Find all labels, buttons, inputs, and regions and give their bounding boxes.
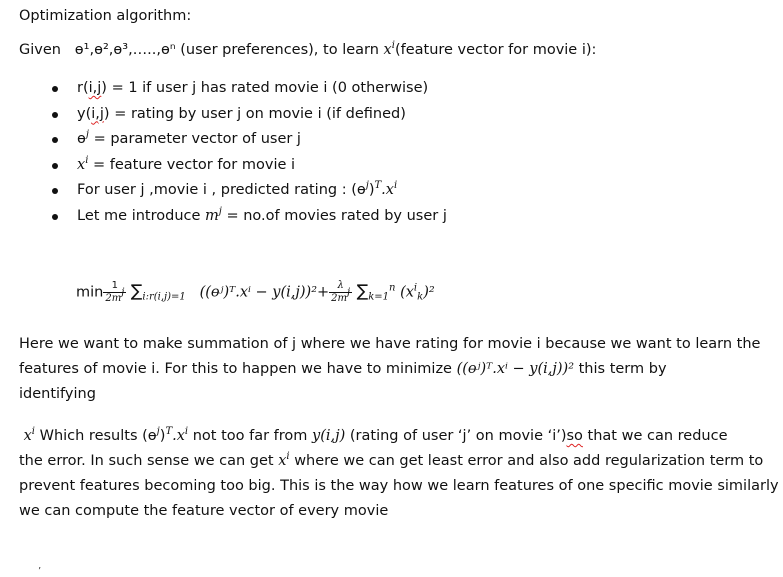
paragraph-text: Which results (ɵ bbox=[35, 428, 157, 444]
list-item bbox=[19, 102, 774, 128]
paragraph-text: features of movie i. For this to happen we have to minimize bbox=[19, 361, 457, 377]
given-x-sup: i bbox=[391, 40, 395, 51]
paragraph-text: (rating of user ‘j’ on movie ‘i’) bbox=[345, 428, 567, 444]
bullet-text: r( bbox=[77, 80, 89, 96]
formula-fraction-1 bbox=[103, 280, 126, 305]
list-item bbox=[19, 76, 774, 102]
paragraph-text: ) bbox=[159, 428, 166, 444]
given-suffix: (feature vector for movie i): bbox=[394, 42, 597, 58]
given-x: x bbox=[383, 42, 392, 58]
formula-fraction-2 bbox=[329, 280, 352, 305]
definition-list bbox=[19, 76, 774, 229]
bullet-text: For user j ,movie i , predicted rating : (ɵ bbox=[77, 182, 366, 198]
given-prefix: Given bbox=[19, 42, 61, 58]
paragraph-line: we can compute the feature vector of every movie bbox=[19, 503, 389, 519]
summation-subscript: k=1 bbox=[368, 291, 390, 303]
formula-min: min bbox=[76, 284, 104, 301]
spellcheck-mark: i,j bbox=[88, 80, 102, 96]
bullet-text: = feature vector for movie i bbox=[88, 156, 296, 173]
spellcheck-mark: i,j bbox=[91, 105, 104, 122]
fraction-numerator: 1 bbox=[103, 280, 126, 293]
paragraph-line bbox=[19, 357, 771, 382]
given-mid: (user preferences), to learn bbox=[180, 42, 379, 58]
superscript: j bbox=[156, 426, 160, 437]
x-symbol: x bbox=[77, 156, 86, 173]
superscript: i bbox=[393, 180, 398, 191]
list-item bbox=[19, 178, 774, 204]
superscript: i bbox=[85, 154, 89, 166]
inline-formula: ((ɵʲ)ᵀ.xⁱ − y(i,j))² bbox=[456, 361, 575, 377]
superscript: T bbox=[165, 426, 173, 437]
subscript: k bbox=[417, 291, 424, 303]
fraction-numerator: λ bbox=[329, 280, 352, 293]
superscript: j bbox=[218, 205, 222, 217]
given-thetas: ɵ¹,ɵ²,ɵ³,…..,ɵⁿ bbox=[74, 42, 176, 58]
bullet-text: ) = rating by user j on movie i (if defined) bbox=[103, 105, 406, 122]
explanation-paragraph-2 bbox=[19, 424, 779, 524]
superscript: i bbox=[286, 451, 290, 462]
superscript: j bbox=[121, 287, 125, 298]
paragraph-line bbox=[19, 424, 771, 449]
given-statement bbox=[19, 42, 774, 58]
spellcheck-mark: so bbox=[566, 428, 583, 444]
theta-symbol: ɵ bbox=[77, 131, 86, 147]
explanation-paragraph-1 bbox=[19, 332, 771, 407]
fraction-denominator bbox=[103, 287, 126, 305]
bullet-text: = no.of movies rated by user j bbox=[221, 207, 447, 224]
paragraph-line: identifying bbox=[19, 386, 96, 402]
paragraph-text: not too far from bbox=[188, 428, 313, 444]
summation-subscript: i:r(i,j)=1 bbox=[142, 291, 186, 303]
fraction-denominator-text: 2m bbox=[331, 293, 348, 304]
stray-mark: ’ bbox=[38, 566, 42, 577]
superscript: j bbox=[85, 129, 89, 140]
bullet-text: y( bbox=[77, 105, 92, 122]
paragraph-line: prevent features becoming too big. This is the way how we learn features of one specific movie similarly bbox=[19, 478, 779, 494]
document-body bbox=[19, 8, 774, 229]
paragraph-line bbox=[19, 449, 771, 474]
m-symbol: m bbox=[205, 207, 219, 224]
inline-formula: y(i,j) bbox=[312, 428, 346, 444]
list-item bbox=[19, 204, 774, 230]
formula-term-1: ((ɵʲ)ᵀ.xⁱ − y(i,j))²+ bbox=[199, 284, 330, 301]
superscript: T bbox=[374, 180, 382, 191]
superscript: i bbox=[31, 426, 35, 437]
summation-symbol: ∑ bbox=[356, 281, 369, 302]
bullet-text: Let me introduce bbox=[77, 207, 206, 224]
x-symbol: x bbox=[23, 428, 32, 444]
superscript: i bbox=[413, 282, 418, 294]
bullet-math: .x bbox=[381, 182, 394, 198]
superscript: j bbox=[365, 180, 369, 191]
fraction-denominator bbox=[329, 287, 352, 305]
superscript: j bbox=[347, 287, 351, 298]
document-title: Optimization algorithm: bbox=[19, 8, 192, 24]
formula-term-2-end: )² bbox=[423, 284, 435, 301]
paragraph-text: that we can reduce bbox=[582, 428, 728, 444]
inline-formula: .x bbox=[172, 428, 185, 444]
x-symbol: x bbox=[278, 453, 287, 469]
superscript: i bbox=[184, 426, 189, 437]
bullet-text: = parameter vector of user j bbox=[88, 131, 301, 147]
bullet-text: ) bbox=[368, 182, 375, 198]
paragraph-text: where we can get least error and also add regularization term to bbox=[289, 453, 764, 469]
cost-function-formula bbox=[76, 280, 435, 305]
summation-symbol: ∑ bbox=[130, 281, 143, 302]
fraction-denominator-text: 2m bbox=[105, 293, 122, 304]
paragraph-line: Here we want to make summation of j where we have rating for movie i because we want to learn the bbox=[19, 336, 761, 352]
list-item bbox=[19, 127, 774, 153]
bullet-text: ) = 1 if user j has rated movie i (0 otherwise) bbox=[101, 80, 429, 96]
list-item bbox=[19, 153, 774, 179]
paragraph-text: the error. In such sense we can get bbox=[19, 453, 279, 469]
formula-term-2: (x bbox=[400, 284, 414, 301]
summation-superscript: n bbox=[389, 282, 396, 294]
paragraph-text: this term by bbox=[574, 361, 667, 377]
